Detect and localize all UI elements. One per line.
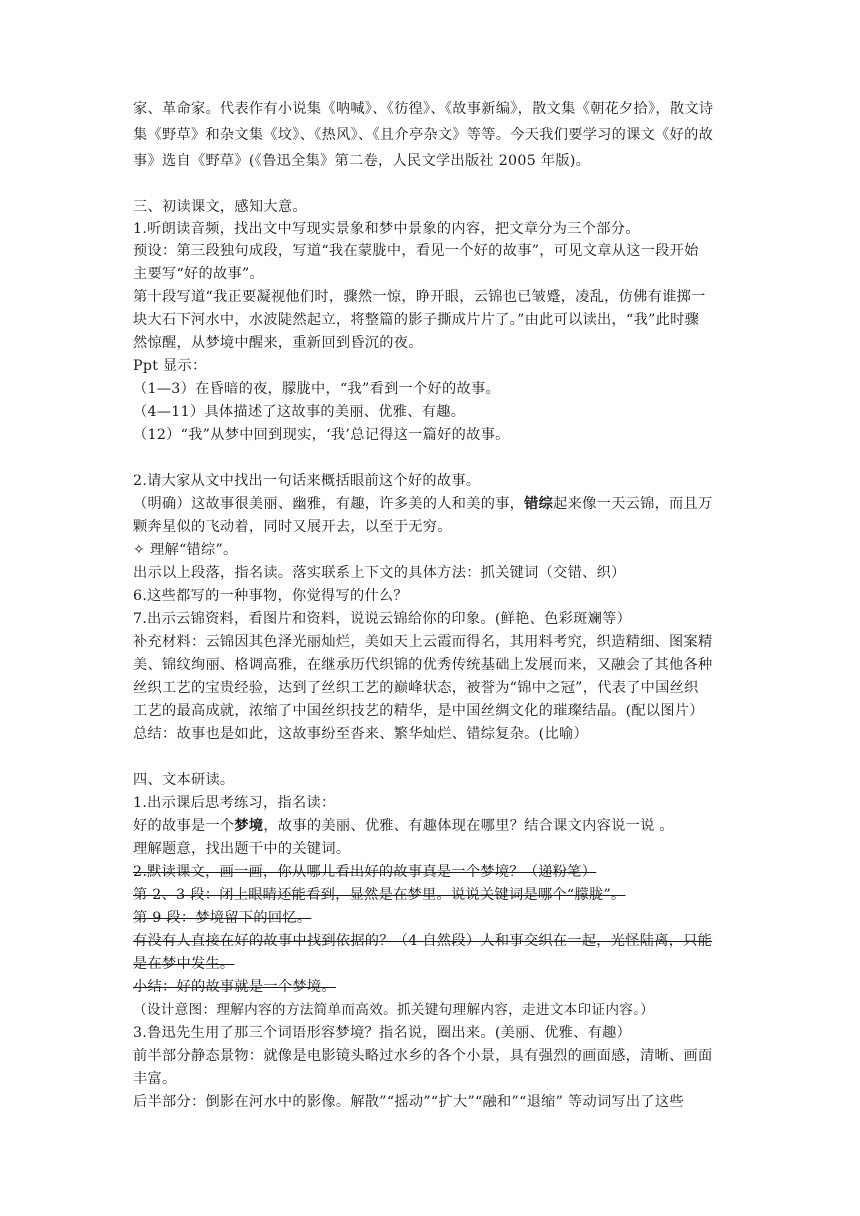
text-span: 好的故事是一个 (133, 818, 235, 834)
text-line: Ppt 显示： (133, 358, 207, 374)
text-line: 1.听朗读音频，找出文中写现实景象和梦中景象的内容，把文章分为三个部分。 (133, 221, 640, 237)
text-line: 丝织工艺的宝贵经验，达到了丝织工艺的巅峰状态，被誉为“锦中之冠”，代表了中国丝织 (133, 680, 699, 696)
text-line: 然惊醒，从梦境中醒来，重新回到昏沉的夜。 (133, 335, 423, 351)
text-line: 块大石下河水中，水波陡然起立，将整篇的影子撕成片片了。”由此可以读出，“我”此时骤 (133, 312, 700, 328)
section-heading: 三、初读课文，感知大意。 (133, 199, 307, 215)
text-line: 出示以上段落，指名读。落实联系上下文的具体方法：抓关键词（交错、织） (133, 565, 626, 581)
text-span: ，故事的美丽、优雅、有趣体现在哪里？结合课文内容说一说 。 (263, 818, 674, 834)
text-line: 第十段写道“我正要凝视他们时，骤然一惊，睁开眼，云锦也已皱蹙，凌乱，仿佛有谁掷一 (133, 289, 706, 305)
struck-line: 有没有人直接在好的故事中找到依据的？（4 自然段）人和事交织在一起，光怪陆离，只能 (133, 933, 713, 949)
text-line: 2.请大家从文中找出一句话来概括眼前这个好的故事。 (133, 473, 481, 489)
text-span: （明确）这故事很美丽、幽雅，有趣，许多美的人和美的事， (133, 496, 525, 512)
text-line: 理解题意，找出题干中的关键词。 (133, 841, 351, 857)
text-line: 后半部分：倒影在河水中的影像。解散”“摇动”“扩大”“融和”“退缩” 等动词写出了这些 (133, 1094, 684, 1110)
text-line-with-bold (133, 816, 743, 838)
text-line: 家、革命家。代表作有小说集《呐喊》、《彷徨》、《故事新编》，散文集《朝花夕拾》，散文诗 (133, 101, 714, 117)
text-line: 3.鲁迅先生用了那三个词语形容梦境？指名说，圈出来。(美丽、优雅、有趣） (133, 1025, 632, 1041)
text-line: 颗奔星似的飞动着，同时又展开去，以至于无穷。 (133, 519, 452, 535)
section-heading: 四、文本研读。 (133, 772, 235, 788)
struck-line: 2.默读课文，画一画，你从哪儿看出好的故事真是一个梦境？（递粉笔） (133, 864, 597, 880)
text-line: 预设：第三段独句成段，写道“我在蒙胧中，看见一个好的故事”，可见文章从这一段开始 (133, 243, 699, 259)
text-line: 集《野草》和杂文集《坟》、《热风》、《且介亭杂文》等等。今天我们要学习的课文《好的故 (133, 127, 714, 143)
text-span: 起来像一天云锦，而且万 (553, 496, 713, 512)
text-line: 6.这些都写的一种事物，你觉得写的什么？ (133, 588, 408, 604)
text-line-with-bold (133, 494, 743, 516)
text-line: 7.出示云锦资料，看图片和资料，说说云锦给你的印象。(鲜艳、色彩斑斓等） (133, 611, 632, 627)
struck-line: 第 2、3 段：闭上眼睛还能看到，显然是在梦里。说说关键词是哪个“朦胧”。 (133, 887, 626, 903)
text-line: 前半部分静态景物：就像是电影镜头略过水乡的各个小景，具有强烈的画面感，清晰、画面 (133, 1048, 713, 1064)
text-line: 事》选自《野草》(《鲁迅全集》第二卷，人民文学出版社 2005 年版)。 (133, 153, 591, 169)
text-line: 1.出示课后思考练习，指名读： (133, 795, 336, 811)
text-line: 主要写“好的故事”。 (133, 266, 265, 282)
text-line: （1—3）在昏暗的夜，朦胧中，“我”看到一个好的故事。 (133, 381, 500, 397)
bold-keyword: 梦境 (234, 818, 264, 834)
struck-line: 小结：好的故事就是一个梦境。 (133, 979, 336, 995)
text-line: 补充材料：云锦因其色泽光丽灿烂，美如天上云霞而得名，其用料考究，织造精细、图案精 (133, 634, 713, 650)
text-line: （4—11）具体描述了这故事的美丽、优雅、有趣。 (133, 404, 466, 420)
bullet-line: ✧ 理解“错综”。 (133, 542, 238, 558)
struck-line: 是在梦中发生。 (133, 956, 235, 972)
text-line: 美、锦纹绚丽、格调高雅，在继承历代织锦的优秀传统基础上发展而来，又融会了其他各种 (133, 657, 713, 673)
text-line: 工艺的最高成就，浓缩了中国丝织技艺的精华，是中国丝绸文化的璀璨结晶。(配以图片） (133, 703, 704, 719)
text-line: （12）“我”从梦中回到现实，‘我’总记得这一篇好的故事。 (133, 427, 510, 443)
bold-keyword: 错综 (524, 496, 554, 512)
text-line: 总结：故事也是如此，这故事纷至沓来、繁华灿烂、错综复杂。(比喻） (133, 726, 588, 742)
design-note: （设计意图：理解内容的方法简单而高效。抓关键句理解内容，走进文本印证内容。） (133, 1002, 655, 1018)
text-line: 丰富。 (133, 1071, 177, 1087)
struck-line: 第 9 段：梦境留下的回忆。 (133, 910, 312, 926)
